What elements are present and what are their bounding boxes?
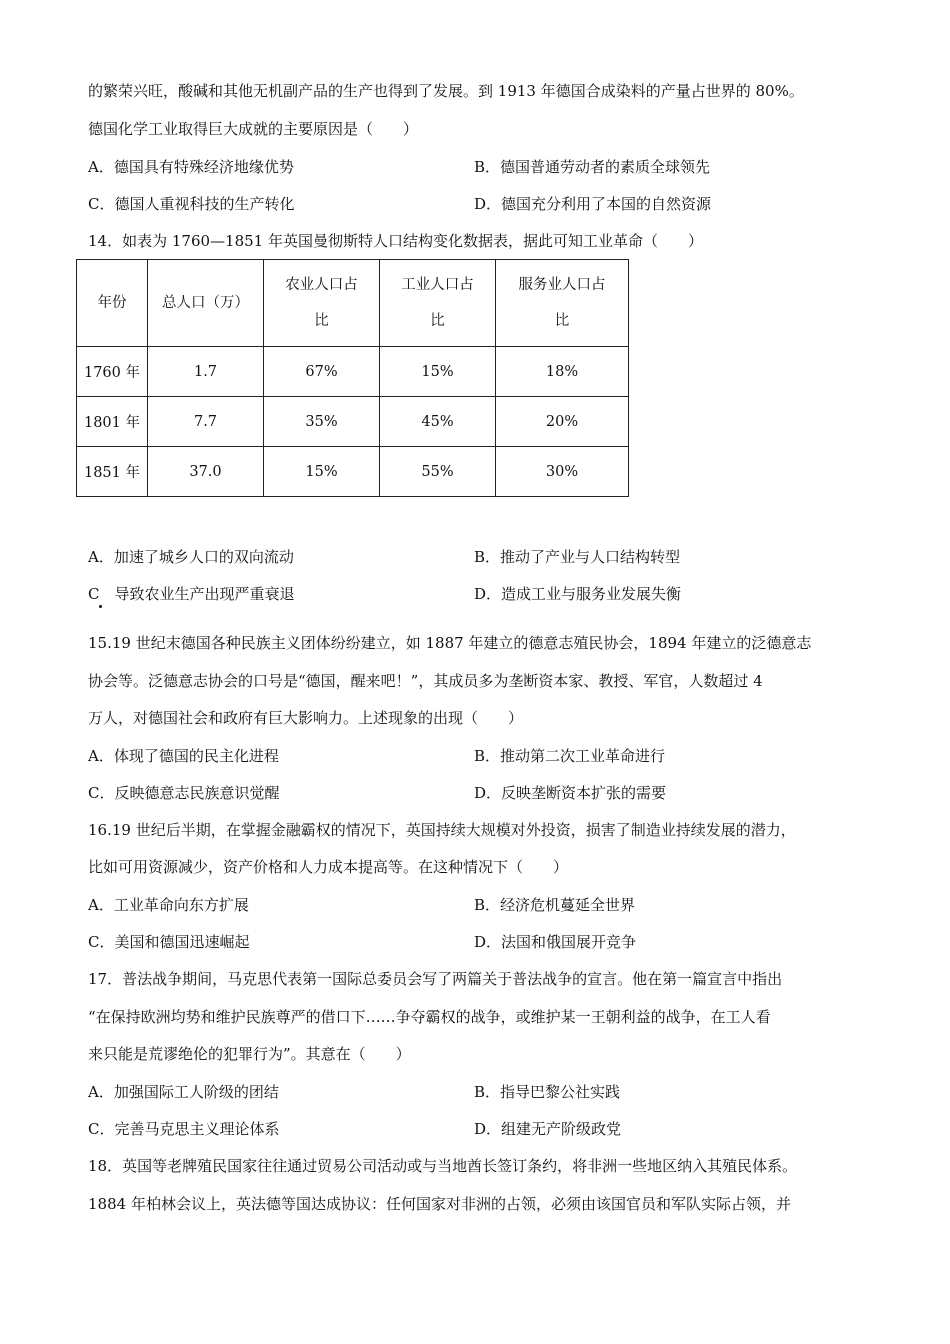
q17-text-line-1: 17．普法战争期间，马克思代表第一国际总委员会写了两篇关于普法战争的宣言。他在第一篇宣言中指出 xyxy=(88,970,783,988)
table-cell: 30% xyxy=(496,447,629,497)
table-cell: 45% xyxy=(380,397,496,447)
table-header-row xyxy=(77,260,629,347)
q14-option-b[interactable]: B．推动了产业与人口结构转型 xyxy=(474,548,681,566)
table-header-cell: 农业人口占 比 xyxy=(264,260,380,347)
table-row xyxy=(77,347,629,397)
table-header-cell: 年份 xyxy=(77,260,148,347)
q13-text-line-2: 德国化学工业取得巨大成就的主要原因是（ ） xyxy=(88,120,419,138)
q15-option-a[interactable]: A．体现了德国的民主化进程 xyxy=(88,747,279,765)
q16-option-a[interactable]: A．工业革命向东方扩展 xyxy=(88,896,249,914)
q15-option-b[interactable]: B．推动第二次工业革命进行 xyxy=(474,747,666,765)
q16-option-c[interactable]: C．美国和德国迅速崛起 xyxy=(88,933,250,951)
stray-dot-mark xyxy=(99,605,102,608)
q15-text-line-2: 协会等。泛德意志协会的口号是“德国，醒来吧！”，其成员多为垄断资本家、教授、军官，人数超过 4 xyxy=(88,672,763,690)
q18-text-line-1: 18．英国等老牌殖民国家往往通过贸易公司活动或与当地酋长签订条约，将非洲一些地区纳入其殖民体系。 xyxy=(88,1157,798,1175)
table-cell: 1801 年 xyxy=(77,397,148,447)
q13-option-c[interactable]: C．德国人重视科技的生产转化 xyxy=(88,195,295,213)
q13-text-line-1: 的繁荣兴旺，酸碱和其他无机副产品的生产也得到了发展。到 1913 年德国合成染料的产量占世界的 80%。 xyxy=(88,82,804,100)
table-cell: 7.7 xyxy=(148,397,264,447)
q15-text-line-1: 15.19 世纪末德国各种民族主义团体纷纷建立，如 1887 年建立的德意志殖民协会，1894 年建立的泛德意志 xyxy=(88,634,812,652)
table-cell: 35% xyxy=(264,397,380,447)
table-cell: 67% xyxy=(264,347,380,397)
table-cell: 15% xyxy=(264,447,380,497)
q16-text-line-2: 比如可用资源减少，资产价格和人力成本提高等。在这种情况下（ ） xyxy=(88,858,569,876)
table-cell: 20% xyxy=(496,397,629,447)
q13-option-a[interactable]: A．德国具有特殊经济地缘优势 xyxy=(88,158,294,176)
table-cell: 18% xyxy=(496,347,629,397)
q15-option-d[interactable]: D．反映垄断资本扩张的需要 xyxy=(474,784,667,802)
q13-option-d[interactable]: D．德国充分利用了本国的自然资源 xyxy=(474,195,712,213)
q16-option-b[interactable]: B．经济危机蔓延全世界 xyxy=(474,896,636,914)
table-header-cell: 总人口（万） xyxy=(148,260,264,347)
population-table xyxy=(76,259,629,497)
table-header-cell: 服务业人口占 比 xyxy=(496,260,629,347)
q17-option-b[interactable]: B．指导巴黎公社实践 xyxy=(474,1083,621,1101)
q17-text-line-3: 来只能是荒谬绝伦的犯罪行为”。其意在（ ） xyxy=(88,1045,411,1063)
q15-option-c[interactable]: C．反映德意志民族意识觉醒 xyxy=(88,784,280,802)
table-header-cell: 工业人口占 比 xyxy=(380,260,496,347)
q14-option-a[interactable]: A．加速了城乡人口的双向流动 xyxy=(88,548,294,566)
table-row xyxy=(77,397,629,447)
table-cell: 55% xyxy=(380,447,496,497)
table-cell: 1.7 xyxy=(148,347,264,397)
q17-option-c[interactable]: C．完善马克思主义理论体系 xyxy=(88,1120,280,1138)
q16-option-d[interactable]: D．法国和俄国展开竞争 xyxy=(474,933,637,951)
q18-text-line-2: 1884 年柏林会议上，英法德等国达成协议：任何国家对非洲的占领，必须由该国官员和军队实际占领，并 xyxy=(88,1195,791,1213)
q17-option-a[interactable]: A．加强国际工人阶级的团结 xyxy=(88,1083,279,1101)
table-cell: 1851 年 xyxy=(77,447,148,497)
table-cell: 15% xyxy=(380,347,496,397)
q14-stem: 14．如表为 1760—1851 年英国曼彻斯特人口结构变化数据表，据此可知工业革命（ ） xyxy=(88,232,703,250)
q13-option-b[interactable]: B．德国普通劳动者的素质全球领先 xyxy=(474,158,711,176)
q17-text-line-2: “在保持欧洲均势和维护民族尊严的借口下……争夺霸权的战争，或维护某一王朝利益的战争，在工人看 xyxy=(88,1008,771,1026)
table-cell: 37.0 xyxy=(148,447,264,497)
q14-option-c[interactable]: C 导致农业生产出现严重衰退 xyxy=(88,585,295,603)
table-cell: 1760 年 xyxy=(77,347,148,397)
q15-text-line-3: 万人，对德国社会和政府有巨大影响力。上述现象的出现（ ） xyxy=(88,709,524,727)
q17-option-d[interactable]: D．组建无产阶级政党 xyxy=(474,1120,622,1138)
q16-text-line-1: 16.19 世纪后半期，在掌握金融霸权的情况下，英国持续大规模对外投资，损害了制造业持续发展的潜力， xyxy=(88,821,796,839)
q14-option-d[interactable]: D．造成工业与服务业发展失衡 xyxy=(474,585,682,603)
table-row xyxy=(77,447,629,497)
